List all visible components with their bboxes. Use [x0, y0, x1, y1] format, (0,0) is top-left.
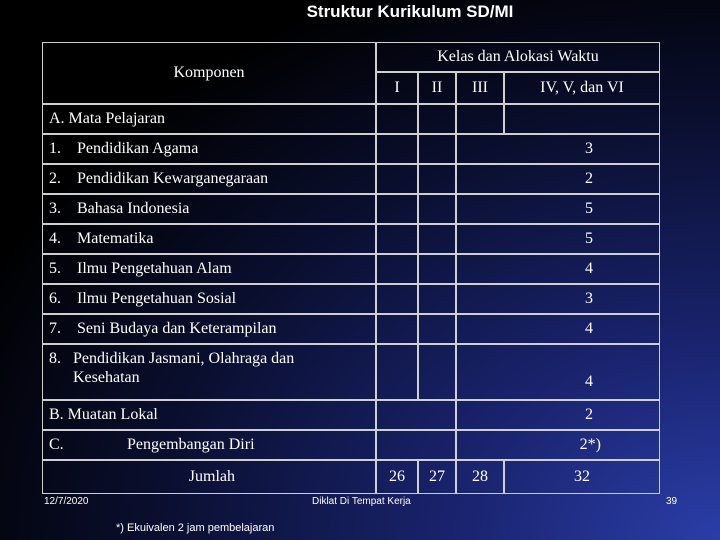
empty-cell [376, 224, 418, 254]
empty-cell [418, 104, 456, 134]
subject-name: Seni Budaya dan Keterampilan [77, 320, 277, 337]
empty-cell [376, 104, 418, 134]
footer-center: Diklat Di Tempat Kerja [312, 496, 411, 507]
empty-cell [376, 254, 418, 284]
empty-cell [376, 134, 418, 164]
subject-hours: 4 [456, 344, 660, 400]
empty-cell [418, 194, 456, 224]
empty-cell [418, 284, 456, 314]
subject-no: 2. [49, 170, 61, 187]
empty-cell [504, 104, 660, 134]
footer-page: 39 [666, 496, 678, 507]
subject-row [42, 224, 376, 254]
subject-hours: 3 [456, 284, 660, 314]
subject-no: 6. [49, 290, 61, 307]
footer-date: 12/7/2020 [44, 496, 89, 507]
subject-name: Pendidikan Kewarganegaraan [77, 170, 269, 187]
subject-hours: 3 [456, 134, 660, 164]
row-muatan-lokal: B. Muatan Lokal [42, 400, 376, 430]
empty-cell [376, 284, 418, 314]
jumlah-class-2: 27 [418, 460, 456, 494]
section-mata-pelajaran: A. Mata Pelajaran [42, 104, 376, 134]
jumlah-class-3: 28 [456, 460, 504, 494]
pengembangan-label: Pengembangan Diri [127, 436, 255, 453]
empty-cell [418, 164, 456, 194]
subject-name: Ilmu Pengetahuan Alam [77, 260, 232, 277]
muatan-lokal-hours: 2 [456, 400, 660, 430]
pengembangan-no: C. [49, 436, 64, 453]
subject-row [42, 194, 376, 224]
header-group-label: Kelas dan Alokasi Waktu [437, 48, 599, 65]
empty-cell [376, 164, 418, 194]
empty-cell [376, 194, 418, 224]
empty-cell [376, 314, 418, 344]
subject-name: Pendidikan Jasmani, Olahraga dan Kesehatan [73, 350, 295, 386]
subject-hours: 2 [456, 164, 660, 194]
empty-cell [418, 224, 456, 254]
row-jumlah: Jumlah [42, 460, 376, 494]
subject-hours: 5 [456, 224, 660, 254]
header-class-4-6: IV, V, dan VI [504, 72, 660, 104]
subject-no: 5. [49, 260, 61, 277]
jumlah-class-1: 26 [376, 460, 418, 494]
subject-row [42, 164, 376, 194]
subject-row [42, 284, 376, 314]
jumlah-class-4-6: 32 [504, 460, 660, 494]
subject-hours: 5 [456, 194, 660, 224]
row-pengembangan-diri [42, 430, 376, 460]
subject-row [42, 344, 376, 400]
subject-row [42, 254, 376, 284]
subject-name: Matematika [77, 230, 154, 247]
empty-cell [418, 344, 456, 400]
empty-cell [418, 254, 456, 284]
subject-no: 4. [49, 230, 61, 247]
footnote: *) Ekuivalen 2 jam pembelajaran [116, 522, 275, 534]
empty-cell [376, 400, 456, 430]
empty-cell [418, 314, 456, 344]
header-class-1: I [376, 72, 418, 104]
subject-row [42, 134, 376, 164]
empty-cell [376, 430, 456, 460]
subject-no: 7. [49, 320, 61, 337]
subject-no: 8. [49, 350, 61, 367]
empty-cell [418, 134, 456, 164]
slide-title: Struktur Kurikulum SD/MI [306, 2, 514, 21]
subject-hours: 4 [456, 314, 660, 344]
header-kelas-group [376, 42, 660, 72]
pengembangan-hours: 2*) [456, 430, 660, 460]
subject-name: Ilmu Pengetahuan Sosial [77, 290, 237, 307]
subject-name: Bahasa Indonesia [77, 200, 190, 217]
header-class-3: III [456, 72, 504, 104]
header-komponen-label: Komponen [173, 64, 245, 81]
empty-cell [456, 104, 504, 134]
empty-cell [376, 344, 418, 400]
subject-hours: 4 [456, 254, 660, 284]
subject-no: 3. [49, 200, 61, 217]
subject-no: 1. [49, 140, 61, 157]
subject-row [42, 314, 376, 344]
subject-name: Pendidikan Agama [77, 140, 199, 157]
header-komponen [42, 42, 376, 104]
header-class-2: II [418, 72, 456, 104]
